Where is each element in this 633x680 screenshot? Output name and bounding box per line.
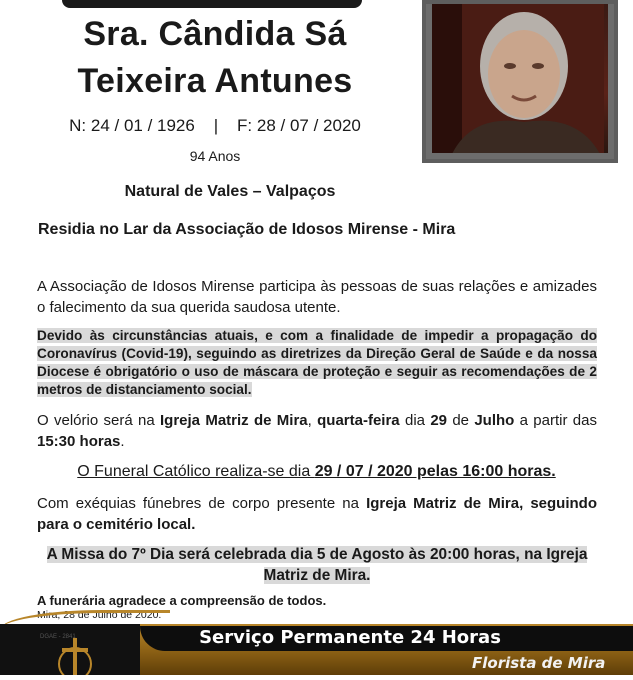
wake-text-of: de — [447, 412, 475, 429]
wake-month: Julho — [474, 412, 515, 429]
wake-text: O velório será na — [37, 412, 160, 429]
exequies-text: Com exéquias fúnebres de corpo presente na — [37, 495, 367, 512]
cross-logo-icon — [0, 624, 160, 675]
wake-end: . — [120, 433, 125, 450]
portrait-illustration — [432, 4, 604, 153]
thanks-line: A funerária agradece a compreensão de todos. — [37, 593, 327, 608]
wake-weekday: quarta-feira — [317, 412, 400, 429]
mass-notice — [37, 544, 597, 586]
wake-day: 29 — [430, 412, 447, 429]
deceased-name-line1: Sra. Cândida Sá — [83, 15, 347, 53]
funeral-text: O Funeral Católico realiza-se dia — [77, 463, 315, 480]
wake-time: 15:30 horas — [37, 433, 121, 450]
top-decoration-bar — [62, 0, 362, 8]
covid-notice-text: Devido às circunstâncias atuais, e com a finalidade de impedir a propagação do Coronavírus (Covid-19), seguindo as diretrizes da Direção Geral de Saúde e da nossa Diocese é obrigatório o uso de máscara de proteção e seguir as recomendações de 2 metros de distanciamento social. — [37, 328, 597, 397]
wake-paragraph — [37, 410, 597, 452]
residence-line: Residia no Lar da Associação de Idosos Mirense - Mira — [38, 221, 456, 238]
covid-notice — [37, 327, 597, 399]
portrait-photo — [422, 0, 618, 163]
birthplace-line: Natural de Vales – Valpaços — [124, 183, 336, 200]
florist-label: Florista de Mira — [472, 654, 606, 672]
portrait-image — [432, 4, 608, 153]
wake-church: Igreja Matriz de Mira — [159, 412, 308, 429]
birth-death-dates: N: 24 / 01 / 1926 | F: 28 / 07 / 2020 — [69, 116, 361, 135]
funeral-date-time: 29 / 07 / 2020 pelas 16:00 horas. — [314, 463, 556, 480]
mass-notice-text: A Missa do 7º Dia será celebrada dia 5 de Agosto às 20:00 horas, na Igreja Matriz de Mira. — [46, 546, 588, 584]
exequies-paragraph — [37, 493, 597, 535]
dgae-code: DGAE - 2841 — [40, 634, 76, 640]
wake-sep: , — [307, 412, 318, 429]
exequies-location: Igreja Matriz de Mira, seguindo para o cemitério local. — [37, 495, 597, 533]
age-label: 94 Anos — [189, 148, 241, 164]
deceased-name-line2: Teixeira Antunes — [77, 62, 353, 100]
service-banner: Serviço Permanente 24 Horas — [199, 627, 501, 648]
wake-text-from: a partir das — [514, 412, 597, 429]
funeral-home-logo-area — [0, 624, 160, 675]
wake-text-day: dia — [399, 412, 431, 429]
funeral-line — [0, 463, 633, 481]
date-line: Mira, 28 de Julho de 2020. — [37, 609, 162, 621]
announcement-paragraph: A Associação de Idosos Mirense participa às pessoas de suas relações e amizades o falecimento da sua querida saudosa utente. — [37, 278, 597, 316]
